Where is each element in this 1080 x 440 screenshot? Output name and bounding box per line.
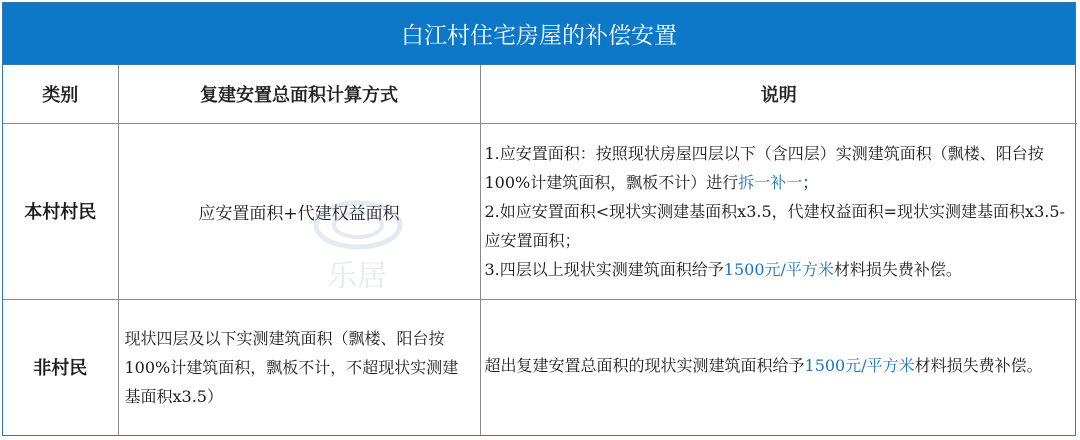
header-formula: 复建安置总面积计算方式 <box>118 65 480 123</box>
watermark-text: 乐居 <box>327 259 387 294</box>
row-formula: 应安置面积+代建权益面积 <box>118 123 480 299</box>
compensation-table-card <box>2 2 1076 436</box>
table-row <box>3 299 1077 435</box>
highlight-text: 1500元/平方米 <box>723 259 834 279</box>
desc-item-2: 2.如应安置面积<现状实测建基面积x3.5，代建权益面积=现状实测建基面积x3.5-应安置面积； <box>484 201 1065 250</box>
desc-item-1: 1.应安置面积：按照现状房屋四层以下（含四层）实测建筑面积（飘楼、阳台按100%计建筑面积，飘板不计）进行拆一补一； <box>484 143 1044 192</box>
header-description: 说明 <box>480 65 1077 123</box>
desc-item-1: 超出复建安置总面积的现状实测建筑面积给予1500元/平方米材料损失费补偿。 <box>484 355 1043 375</box>
table-title: 白江村住宅房屋的补偿安置 <box>3 3 1075 65</box>
desc-item-3: 3.四层以上现状实测建筑面积给予1500元/平方米材料损失费补偿。 <box>484 259 962 279</box>
row-description <box>480 123 1077 299</box>
header-row <box>3 65 1077 123</box>
row-category: 非村民 <box>3 299 118 435</box>
compensation-table <box>3 65 1077 435</box>
highlight-text: 拆一补一 <box>738 172 803 192</box>
row-formula: 现状四层及以下实测建筑面积（飘楼、阳台按100%计建筑面积，飘板不计，不超现状实测建基面积x3.5） <box>118 299 480 435</box>
row-description <box>480 299 1077 435</box>
header-category: 类别 <box>3 65 118 123</box>
row-category: 本村村民 <box>3 123 118 299</box>
table-row <box>3 123 1077 299</box>
highlight-text: 1500元/平方米 <box>804 355 915 375</box>
